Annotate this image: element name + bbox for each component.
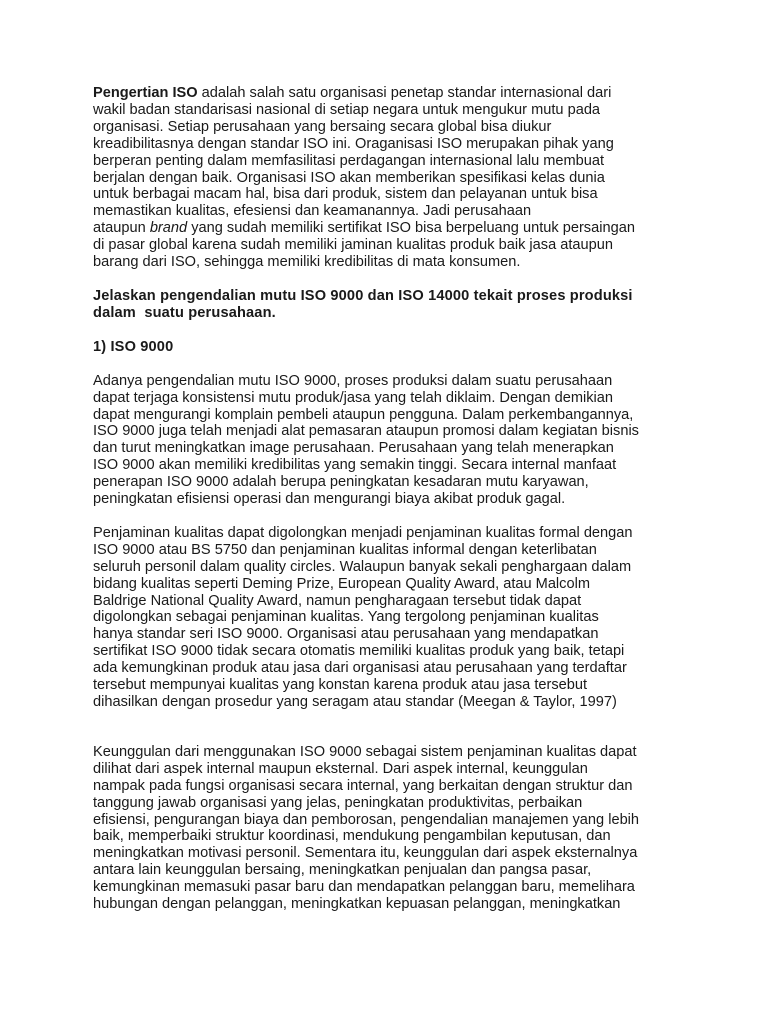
paragraph-line: antara lain keunggulan bersaing, meningkatkan penjualan dan pangsa pasar,	[93, 862, 592, 879]
question-line: dalam suatu perusahaan.	[93, 304, 276, 321]
intro-bold-lead: Pengertian ISO	[93, 85, 198, 101]
brand-suffix: yang sudah memiliki sertifikat ISO bisa berpeluang untuk persaingan	[187, 220, 635, 237]
paragraph-advantages	[93, 744, 683, 913]
document-body	[93, 85, 683, 913]
paragraph-line: penerapan ISO 9000 adalah berupa peningkatan kesadaran mutu karyawan,	[93, 474, 589, 491]
paragraph-line: Adanya pengendalian mutu ISO 9000, proses produksi dalam suatu perusahaan	[93, 372, 613, 389]
paragraph-line: dapat mengurangi komplain pembeli ataupun pengguna. Dalam perkembangannya,	[93, 406, 634, 423]
paragraph-line: seluruh personil dalam quality circles. Walaupun banyak sekali penghargaan dalam	[93, 558, 632, 575]
paragraph-line: meningkatkan motivasi personil. Sementara itu, keunggulan dari aspek eksternalnya	[93, 845, 638, 862]
paragraph-quality-assurance	[93, 525, 683, 711]
paragraph-line: peningkatan efisiensi operasi dan mengurangi biaya akibat produk gagal.	[93, 491, 566, 508]
intro-paragraph	[93, 85, 683, 271]
paragraph-line: ISO 9000 atau BS 5750 dan penjaminan kualitas informal dengan keterlibatan	[93, 541, 597, 558]
paragraph-line: efisiensi, pengurangan biaya dan pemborosan, pengendalian manajemen yang lebih	[93, 811, 640, 828]
intro-line: di pasar global karena sudah memiliki jaminan kualitas produk baik jasa ataupun	[93, 237, 614, 254]
paragraph-line: ada kemungkinan produk atau jasa dari organisasi atau perusahaan yang terdaftar	[93, 660, 627, 677]
intro-line: barang dari ISO, sehingga memiliki kredibilitas di mata konsumen.	[93, 254, 521, 271]
paragraph-line: dihasilkan dengan prosedur yang seragam atau standar (Meegan & Taylor, 1997)	[93, 694, 617, 710]
question-line: Jelaskan pengendalian mutu ISO 9000 dan ISO 14000 tekait proses produksi	[93, 287, 633, 304]
paragraph-line: tersebut mempunyai kualitas yang konstan karena produk atau jasa tersebut	[93, 677, 588, 694]
paragraph-line: dilihat dari aspek internal maupun eksternal. Dari aspek internal, keunggulan	[93, 760, 588, 777]
intro-line: organisasi. Setiap perusahaan yang bersaing secara global bisa diukur	[93, 118, 552, 135]
intro-line: berjalan dengan baik. Organisasi ISO akan memberikan spesifikasi kelas dunia	[93, 169, 605, 186]
paragraph-line: dapat terjaga konsistensi mutu produk/jasa yang telah diklaim. Dengan demikian	[93, 389, 614, 406]
paragraph-line: sertifikat ISO 9000 tidak secara otomatis memiliki kualitas produk yang baik, tetapi	[93, 643, 625, 660]
paragraph-line: hubungan dengan pelanggan, meningkatkan kepuasan pelanggan, meningkatkan	[93, 896, 621, 913]
paragraph-line: ISO 9000 juga telah menjadi alat pemasaran ataupun promosi dalam kegiatan bisnis	[93, 423, 639, 440]
intro-line: wakil badan standarisasi nasional di setiap negara untuk mengukur mutu pada	[93, 101, 601, 118]
brand-word: brand	[149, 220, 188, 237]
section-heading: 1) ISO 9000	[93, 338, 174, 355]
paragraph-line: Keunggulan dari menggunakan ISO 9000 sebagai sistem penjaminan kualitas dapat	[93, 743, 637, 760]
intro-line: untuk berbagai macam hal, bisa dari produk, sistem dan pelayanan untuk bisa	[93, 186, 598, 203]
intro-line: berperan penting dalam memfasilitasi perdagangan internasional lalu membuat	[93, 152, 605, 169]
paragraph-line: hanya standar seri ISO 9000. Organisasi atau perusahaan yang mendapatkan	[93, 626, 599, 643]
intro-brand-line	[93, 220, 683, 237]
paragraph-line: bidang kualitas seperti Deming Prize, European Quality Award, atau Malcolm	[93, 575, 590, 592]
intro-line: kreadibilitasnya dengan standar ISO ini. Oraganisasi ISO merupakan pihak yang	[93, 135, 614, 152]
paragraph-line: kemungkinan memasuki pasar baru dan mendapatkan pelanggan baru, memelihara	[93, 879, 635, 896]
section-iso-9000	[93, 339, 683, 356]
intro-line-rest: adalah salah satu organisasi penetap standar internasional dari	[197, 85, 612, 101]
paragraph-line: baik, memperbaiki struktur koordinasi, mendukung pengambilan keputusan, dan	[93, 828, 611, 845]
paragraph-line: dan turut meningkatkan image perusahaan. Perusahaan yang telah menerapkan	[93, 440, 614, 457]
paragraph-line: ISO 9000 akan memiliki kredibilitas yang semakin tinggi. Secara internal manfaat	[93, 457, 617, 474]
intro-tail-lines	[93, 237, 683, 271]
intro-line	[93, 85, 683, 102]
paragraph-benefits	[93, 373, 683, 508]
question-heading	[93, 288, 683, 322]
paragraph-line: digolongkan sebagai penjaminan kualitas. Yang tergolong penjaminan kualitas	[93, 609, 599, 626]
paragraph-line: Baldrige National Quality Award, namun pengharagaan tersebut tidak dapat	[93, 592, 582, 609]
paragraph-line: tanggung jawab organisasi yang jelas, peningkatan produktivitas, perbaikan	[93, 794, 583, 811]
paragraph-line: Penjaminan kualitas dapat digolongkan menjadi penjaminan kualitas formal dengan	[93, 524, 633, 541]
paragraph-line: nampak pada fungsi organisasi secara internal, yang berkaitan dengan struktur dan	[93, 777, 633, 794]
brand-prefix: ataupun	[93, 220, 150, 237]
intro-line: memastikan kualitas, efesiensi dan keamanannya. Jadi perusahaan	[93, 203, 532, 220]
intro-lines	[93, 102, 683, 220]
